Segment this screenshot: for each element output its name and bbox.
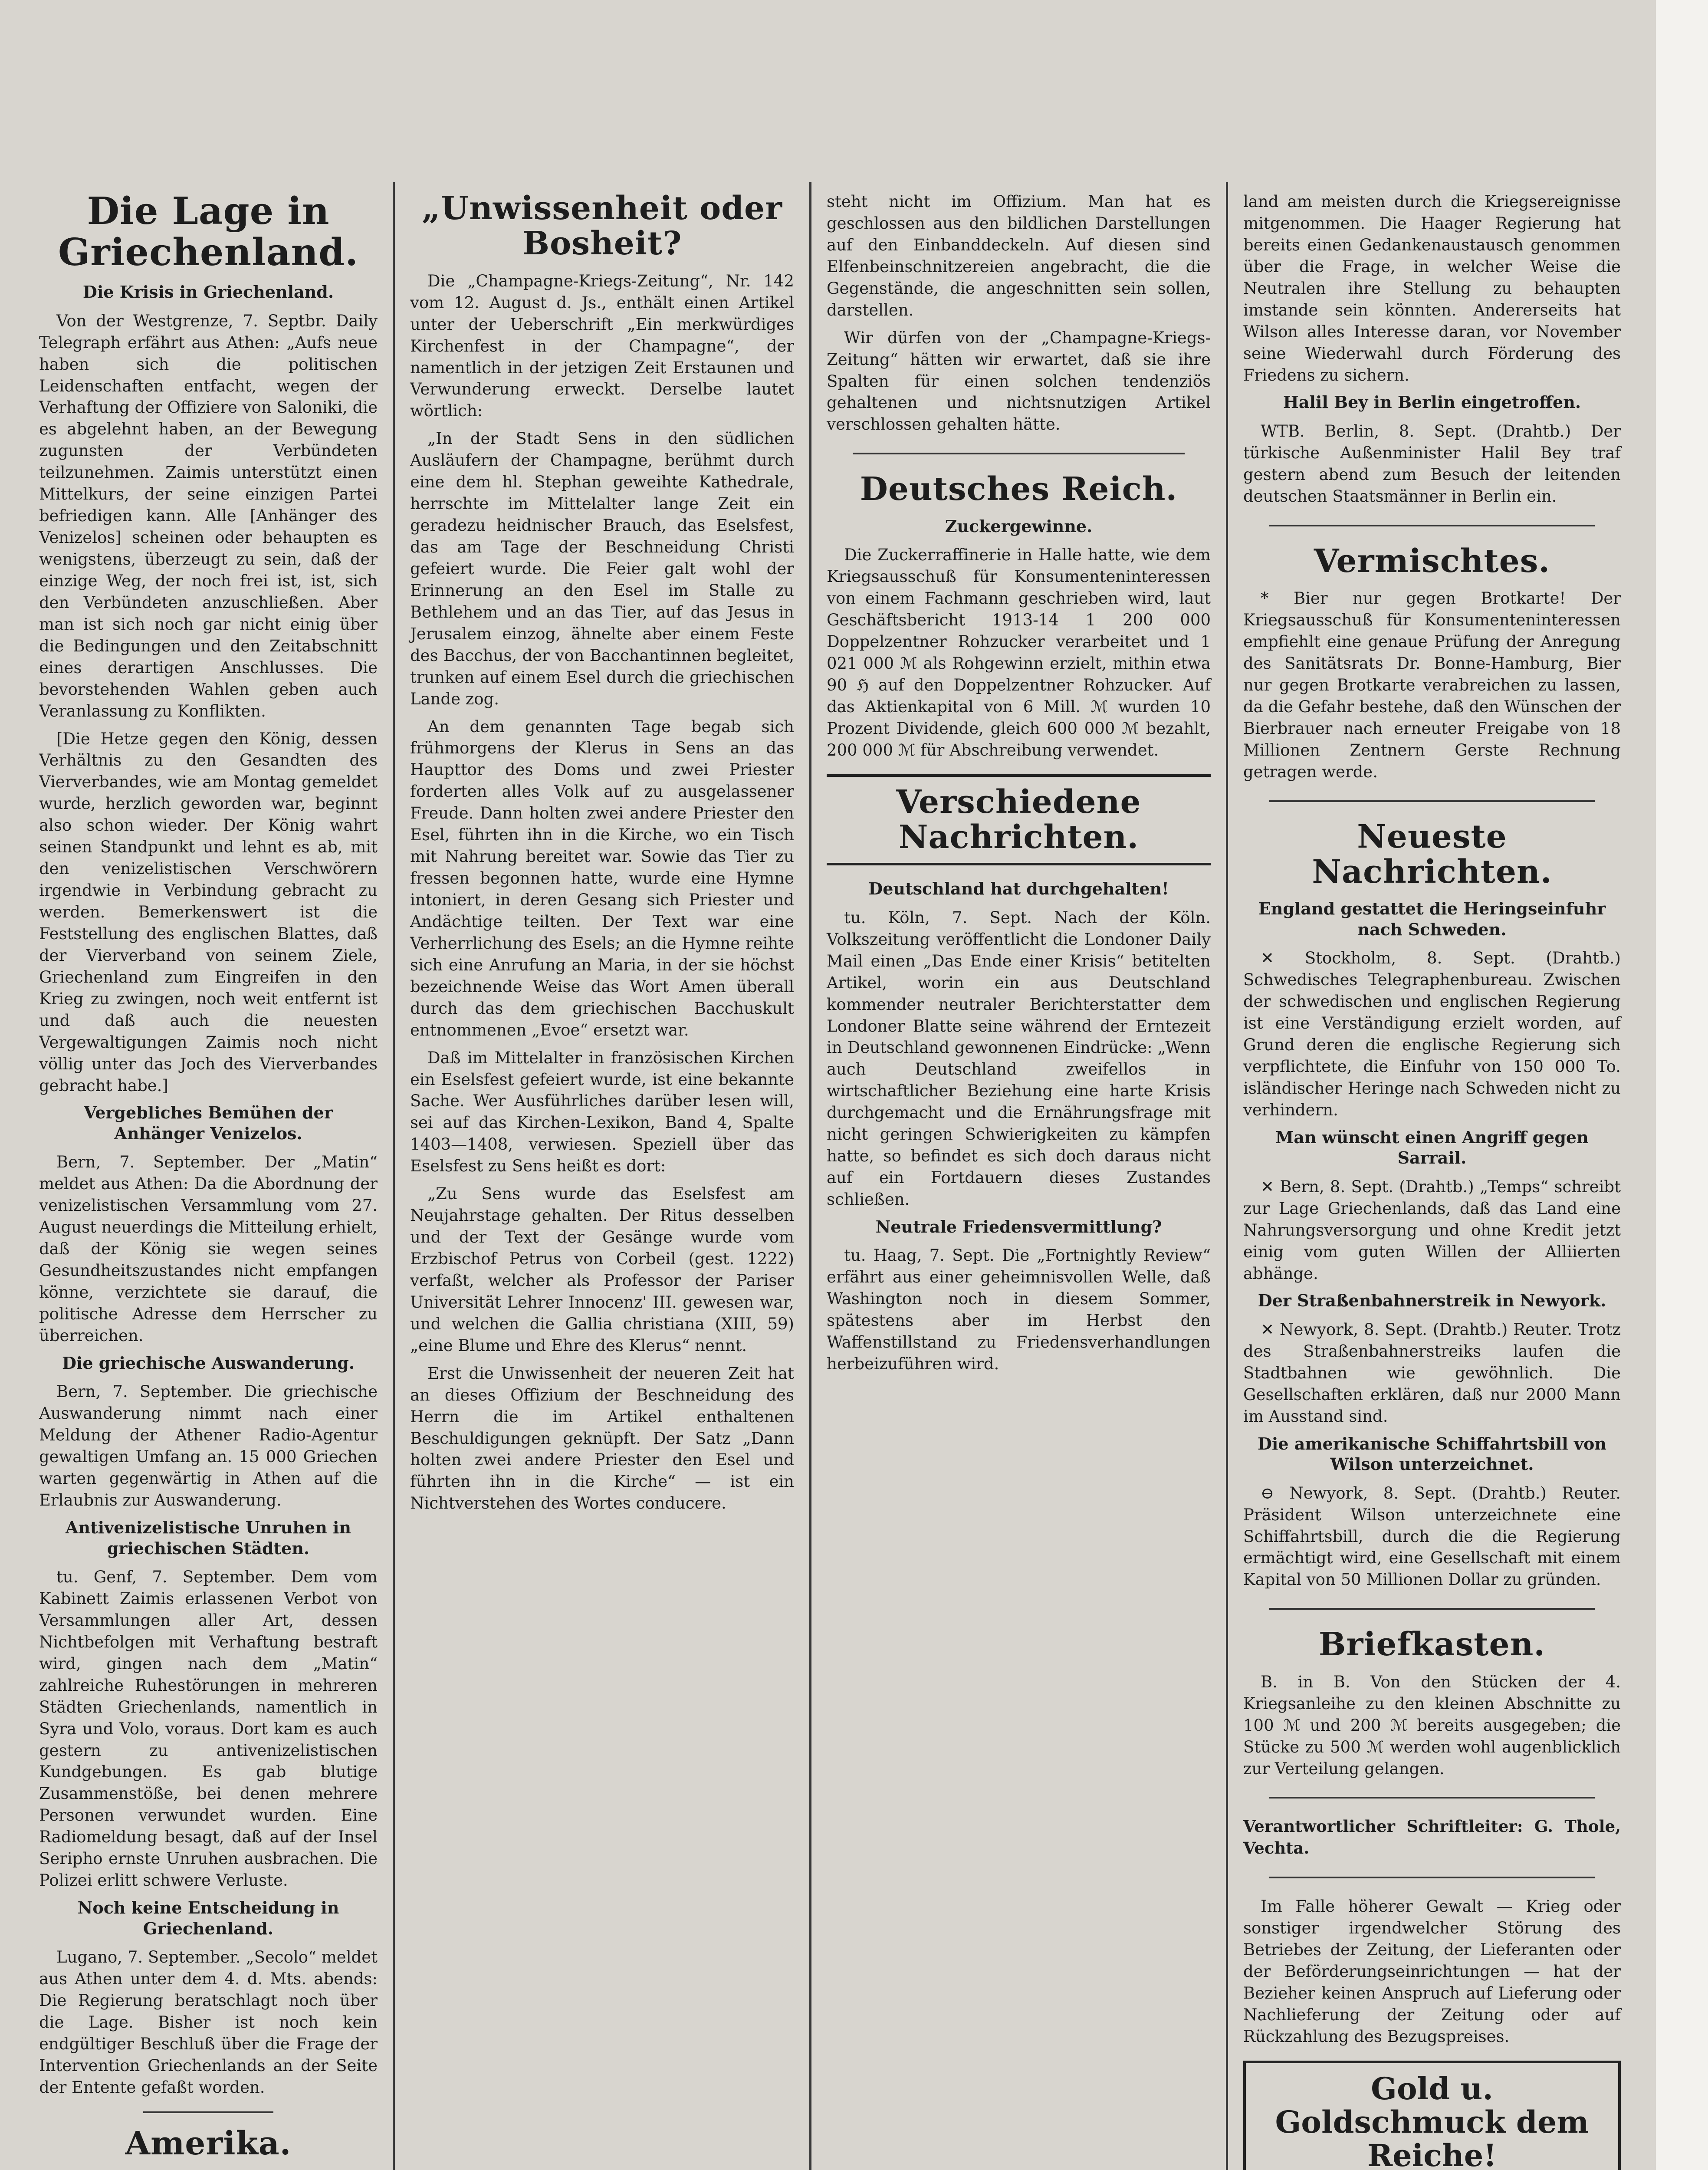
divider <box>143 2111 273 2113</box>
section-heading: Zuckergewinne. <box>945 516 1093 536</box>
column-4 <box>1230 191 1634 2170</box>
editor-line: Verantwortlicher Schriftleiter: G. Thole, Vechta. <box>1243 1817 1621 1858</box>
paragraph: „In der Stadt Sens in den südlichen Ausläufern der Champagne, berühmt durch eine dem hl. Stephan geweihte Kathedrale, herrschte im Mittelalter lange Zeit ein geradezu heidnischer Brauch, das Eselsfest, das am Tage der Beschneidung Christi gefeiert wurde. Die Feier galt wohl der Erinnerung an den Esel im Stalle zu Bethlehem und an das Tier, auf das Jesus in Jerusalem einzog, ähnelte aber einem Feste des Bacchus, der von Bacchantinnen begleitet, trunken auf einem Esel durch die griechischen Lande zog. <box>410 429 794 708</box>
advertisement-box <box>1243 2061 1621 2170</box>
paragraph: WTB. Berlin, 8. Sept. (Drahtb.) Der türkische Außenminister Halil Bey traf gestern abend zum Besuch der leitenden deutschen Staatsmänner in Berlin ein. <box>1243 421 1621 506</box>
paragraph: [Die Hetze gegen den König, dessen Verhältnis zu den Gesandten des Vierverbandes, wie am Montag gemeldet wurde, herzlich geworden war, beginnt also schon wieder. Der König wahrt seinen Standpunkt und lehnt es ab, mit den venizelistischen Verschwörern irgendwie in Verbindung gebracht zu werden. Bemerkenswert ist die Feststellung des englischen Blattes, daß der Vierverband von seinem Ziele, Griechenland zum Eingreifen in den Krieg zu zwingen, noch weit entfernt ist und daß auch die neuesten Vergewaltigungen Zaimis noch nicht völlig unter das Joch des Vierverbandes gebracht habe.] <box>39 729 378 1095</box>
section-heading: Man wünscht einen Angriff gegen Sarrail. <box>1275 1127 1589 1168</box>
section-heading: Halil Bey in Berlin eingetroffen. <box>1283 392 1581 412</box>
paragraph: tu. Haag, 7. Sept. Die „Fortnightly Review“ erfährt aus einer geheimnisvollen Welle, daß Washington noch in diesem Sommer, spätestens aber im Herbst den Waffenstillstand zu Friedensverhandlungen herbeizuführen wird. <box>827 1246 1211 1374</box>
paragraph: ⊖ Newyork, 8. Sept. (Drahtb.) Reuter. Präsident Wilson unterzeichnete eine Schiffahrtsbill, durch die die Regierung ermächtigt wird, eine Gesellschaft mit einem Kapital von 50 Millionen Dollar zu gründen. <box>1243 1483 1621 1589</box>
section-heading: Deutschland hat durchgehalten! <box>868 879 1169 899</box>
section-heading: Der Straßenbahnerstreik in Newyork. <box>1258 1291 1606 1311</box>
page-edge <box>1656 0 1708 2170</box>
column-1 <box>26 191 391 2170</box>
paragraph: tu. Köln, 7. Sept. Nach der Köln. Volkszeitung veröffentlicht die Londoner Daily Mail einen „Das Ende einer Krisis“ betitelten Artikel, worin ein aus Deutschland kommender neutraler Berichterstatter dem Londoner Blatte seine während der Erntezeit in Deutschland gewonnenen Eindrücke: „Wenn auch Deutschland zweifellos in wirtschaftlicher Beziehung eine harte Krisis durchgemacht und die Ernährungsfrage mit nicht geringen Schwierigkeiten zu kämpfen hatte, so befindet es sich doch daraus nicht auf ein Fortdauern dieses Zustandes schließen. <box>827 908 1211 1209</box>
paragraph: Bern, 7. September. Der „Matin“ meldet aus Athen: Da die Abordnung der venizelistischen Versammlung vom 27. August neuerdings die Mitteilung erhielt, daß der König sie wegen seines Gesundheitszustandes nicht empfangen könne, verzichtete sie darauf, die politische Adresse dem Herrscher zu überreichen. <box>39 1153 378 1345</box>
section-title: Amerika. <box>125 2124 292 2162</box>
section-heading: England gestattet die Heringseinfuhr nach Schweden. <box>1258 899 1606 939</box>
notice-paragraph: Im Falle höherer Gewalt — Krieg oder sonstiger irgendwelcher Störung des Betriebes der Zeitung, der Lieferanten oder der Beförderungseinrichtungen — hat der Bezieher keinen Anspruch auf Lieferung oder Nachlieferung der Zeitung oder auf Rückzahlung des Bezugspreises. <box>1243 1897 1621 2046</box>
paragraph: Die „Champagne-Kriegs-Zeitung“, Nr. 142 vom 12. August d. Js., enthält einen Artikel unter der Ueberschrift „Ein merkwürdiges Kirchenfest in der Champagne“, der namentlich in der jetzigen Zeit Erstaunen und Verwunderung erweckt. Derselbe lautet wörtlich: <box>410 271 794 421</box>
section-heading: Vergebliches Bemühen der Anhänger Venizelos. <box>84 1103 333 1143</box>
ad-headline: Gold u. Goldschmuck dem Reiche! <box>1275 2070 1589 2170</box>
divider <box>1269 1608 1595 1610</box>
section-heading: Noch keine Entscheidung in Griechenland. <box>77 1898 339 1938</box>
divider <box>1269 1797 1595 1798</box>
section-heading: Die amerikanische Schiffahrtsbill von Wilson unterzeichnet. <box>1257 1434 1607 1474</box>
paragraph: „Zu Sens wurde das Eselsfest am Neujahrstage gehalten. Der Ritus desselben und der Text der Gesänge wurde vom Erzbischof Petrus von Corbeil (gest. 1222) verfaßt, welcher als Professor der Pariser Universität Lehrer Innocenz' III. gewesen war, und welchen die Gallia christiana (XIII, 59) „eine Blume und Ehre des Klerus“ nennt. <box>410 1184 794 1355</box>
section-title: Neueste Nachrichten. <box>1312 818 1552 891</box>
column-rule <box>809 182 811 2170</box>
article-title: „Unwissenheit oder Bosheit? <box>421 191 783 263</box>
paragraph: land am meisten durch die Kriegsereignisse mitgenommen. Die Haager Regierung hat bereits einen Gedankenaustausch genommen über die Frage, in welcher Weise die Neutralen ihre Stellung zu behaupten imstande sein könnten. Andererseits hat Wilson alles Interesse daran, vor November seine Wiederwahl durch Förderung des Friedens zu sichern. <box>1243 192 1621 385</box>
paragraph: ✕ Bern, 8. Sept. (Drahtb.) „Temps“ schreibt zur Lage Griechenlands, daß das Land eine Nahrungsversorgung und ohne Kredit jetzt einig vom guten Willen der Alliierten abhänge. <box>1243 1177 1621 1283</box>
section-heading: Neutrale Friedensvermittlung? <box>875 1217 1162 1236</box>
section-heading: Die griechische Auswanderung. <box>62 1353 355 1373</box>
paragraph: tu. Genf, 7. September. Dem vom Kabinett Zaimis erlassenen Verbot von Versammlungen aller Art, dessen Nichtbefolgen mit Verhaftung bestraft wird, gingen nach dem „Matin“ zahlreiche Ruhestörungen in mehreren Städten Griechenlands, namentlich in Syra und Volo, voraus. Dort kam es auch gestern zu antivenizelistischen Kundgebungen. Es gab blutige Zusammenstöße, bei denen mehrere Personen verwundet wurden. Eine Radiomeldung besagt, daß auf der Insel Seripho ernste Unruhen ausbrachen. Die Polizei erlitt schwere Verluste. <box>39 1568 378 1890</box>
section-title: Vermischtes. <box>1314 542 1550 580</box>
paragraph: Bern, 7. September. Die griechische Auswanderung nimmt nach einer Meldung der Athener Radio-Agentur gewaltigen Umfang an. 15 000 Griechen warten gegenwärtig in Athen auf die Erlaubnis zur Auswanderung. <box>39 1382 378 1510</box>
paragraph: steht nicht im Offizium. Man hat es geschlossen aus den bildlichen Darstellungen auf den Einbanddeckeln. Auf diesen sind Elfenbeinschnitzereien angebracht, die die Gegenstände, die angeschnitten sein sollen, darstellen. <box>827 192 1211 319</box>
paragraph: Lugano, 7. September. „Secolo“ meldet aus Athen unter dem 4. d. Mts. abends: Die Regierung beratschlagt noch über die Lage. Bisher ist noch kein endgültiger Beschluß über die Frage der Intervention Griechenlands an der Seite der Entente gefaßt worden. <box>39 1948 378 2097</box>
section-title: Verschiedene Nachrichten. <box>896 783 1141 856</box>
article-title: Die Lage in Griechenland. <box>58 191 359 274</box>
section-heading: Antivenizelistische Unruhen in griechischen Städten. <box>65 1518 351 1558</box>
paragraph: ✕ Newyork, 8. Sept. (Drahtb.) Reuter. Trotz des Straßenbahnerstreiks laufen die Stadtbahnen wie gewöhnlich. Die Gesellschaften erklären, daß nur 2000 Mann im Ausstand sind. <box>1243 1320 1621 1426</box>
paragraph: Daß im Mittelalter in französischen Kirchen ein Eselsfest gefeiert wurde, ist eine bekannte Sache. Wer Ausführliches darüber lesen will, sei auf das Kirchen-Lexikon, Band 4, Spalte 1403—1408, verwiesen. Speziell über das Eselsfest zu Sens heißt es dort: <box>410 1048 794 1176</box>
paragraph: ✕ Stockholm, 8. Sept. (Drahtb.) Schwedisches Telegraphenbureau. Zwischen der schwedischen und englischen Regierung ist eine Verständigung erzielt worden, auf Grund deren die englische Regierung sich verpflichtete, die Einfuhr von 150 000 To. isländischer Heringe nach Schweden nicht zu verhindern. <box>1243 949 1621 1119</box>
divider <box>853 453 1185 454</box>
paragraph: Erst die Unwissenheit der neueren Zeit hat an dieses Offizium der Beschneidung des Herrn die im Artikel enthaltenen Beschuldigungen geknüpft. Der Satz „Dann holten zwei andere Priester den Esel und führten ihn in die Kirche“ — ist ein Nichtverstehen des Wortes conducere. <box>410 1364 794 1513</box>
section-banner <box>827 774 1211 866</box>
paragraph: * Bier nur gegen Brotkarte! Der Kriegsausschuß für Konsumenteninteressen empfiehlt eine genaue Prüfung der Anregung des Sanitätsrats Dr. Bonne-Hamburg, Bier nur gegen Brotkarte verabreichen zu lassen, da die Gefahr bestehe, daß den Wünschen der Bierbrauer nach erneuter Freigabe von 18 Millionen Zentnern Gerste Rechnung getragen werde. <box>1243 589 1621 781</box>
divider <box>1269 525 1595 526</box>
column-2 <box>397 191 807 2170</box>
column-3 <box>814 191 1224 2170</box>
section-title: Deutsches Reich. <box>860 470 1178 508</box>
divider <box>1269 800 1595 802</box>
paragraph: An dem genannten Tage begab sich frühmorgens der Klerus in Sens an das Haupttor des Doms und zwei Priester forderten alles Volk auf zu ausgelassener Freude. Dann holten zwei andere Priester den Esel, führten ihn in die Kirche, wo ein Tisch mit Nahrung bereitet war. Sowie das Tier zu fressen begonnen hatte, wurde eine Hymne intoniert, in deren Gesang sich Priester und Andächtige teilten. Der Text war eine Verherrlichung des Esels; an die Hymne reihte sich eine Anrufung an Maria, in der sie höchst bezeichnende Weise das Wort Amen überall durch das dem griechischen Bacchuskult entnommenen „Evoe“ ersetzt war. <box>410 717 794 1039</box>
column-rule <box>1226 182 1228 2170</box>
column-rule <box>393 182 395 2170</box>
paragraph: B. in B. Von den Stücken der 4. Kriegsanleihe zu den kleinen Abschnitte zu 100 ℳ und 200 ℳ bereits ausgegeben; die Stücke zu 500 ℳ werden wohl augenblicklich zur Verteilung gelangen. <box>1243 1672 1621 1778</box>
divider <box>1269 1877 1595 1878</box>
paragraph: Wir dürfen von der „Champagne-Kriegs-Zeitung“ hätten wir erwartet, daß sie ihre Spalten für einen solchen tendenziös gehaltenen und nichtsnutzigen Artikel verschlossen gehalten hätte. <box>827 328 1211 434</box>
paragraph: Von der Westgrenze, 7. Septbr. Daily Telegraph erfährt aus Athen: „Aufs neue haben sich die politischen Leidenschaften entfacht, wegen der Verhaftung der Offiziere von Saloniki, die es abgelehnt haben, an der Bewegung zugunsten der Verbündeten teilzunehmen. Zaimis unterstützt einen Mittelkurs, der seine einzigen Partei befriedigen kann. Alle [Anhänger des Venizelos] scheinen oder behaupten es wenigstens, überzeugt zu sein, daß der einzige Weg, der noch frei ist, ist, sich den Verbündeten anzuschließen. Aber man ist sich noch gar nicht einig über die Bedingungen und den Zeitabschnitt eines derartigen Anschlusses. Die bevorstehenden Wahlen geben auch Veranlassung zu Konflikten. <box>39 311 378 720</box>
section-title: Briefkasten. <box>1318 1626 1546 1664</box>
section-heading: Die Krisis in Griechenland. <box>82 282 334 302</box>
paragraph: Die Zuckerraffinerie in Halle hatte, wie dem Kriegsausschuß für Konsumenteninteressen von einem Fachmann geschrieben wird, laut Geschäftsbericht 1913-14 1 200 000 Doppelzentner Rohzucker verarbeitet und 1 021 000 ℳ als Rohgewinn erzielt, mithin etwa 90 ℌ auf den Doppelzentner Rohzucker. Auf das Aktienkapital von 6 Mill. ℳ wurden 10 Prozent Dividende, gleich 600 000 ℳ bezahlt, 200 000 ℳ für Abschreibung verwendet. <box>827 546 1211 760</box>
